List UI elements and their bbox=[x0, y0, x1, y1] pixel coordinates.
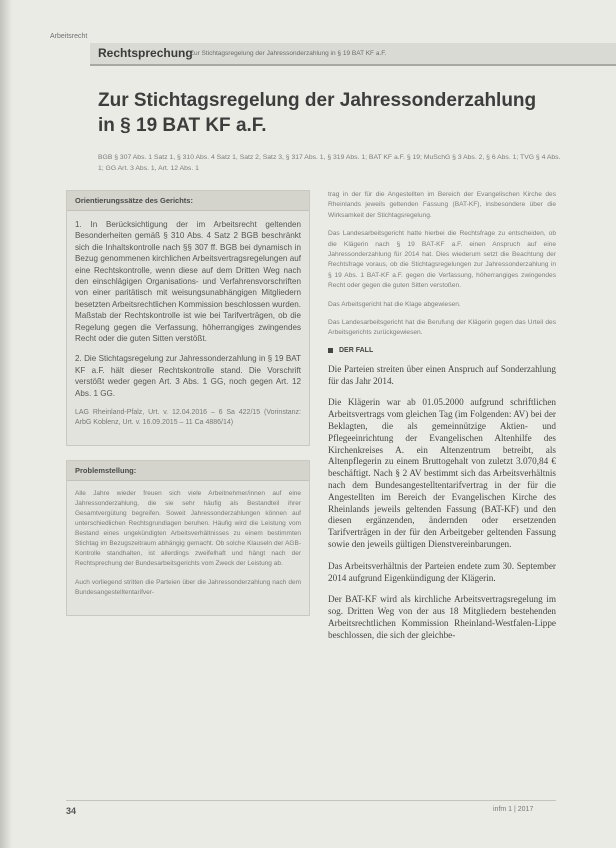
section-tag: Arbeitsrecht bbox=[50, 33, 88, 40]
square-bullet-icon bbox=[328, 348, 333, 353]
orientation-box bbox=[66, 190, 310, 446]
right-column bbox=[328, 190, 556, 652]
fall-heading bbox=[328, 347, 556, 354]
problem-heading: Problemstellung: bbox=[67, 461, 309, 481]
lag-question-paragraph: Das Landesarbeitsgericht hatte hierbei die Rechtsfrage zu entscheiden, ob die Klägerin nach § 19 BAT-KF a.F. einen Anspruch auf eine Jahressonderzahlung für 2014 hat. Dies wiederum setzt die Beachtung der Rechtsfrage voraus, ob die Stichtagsregelungen zur Jahressonderzahlung in § 19 Abs. 1 BAT-KF a.F. gegen die Verfassung, höherrangiges zwingendes Recht oder gegen die guten Sitten verstoßen. bbox=[328, 230, 556, 290]
norm-references: BGB § 307 Abs. 1 Satz 1, § 310 Abs. 4 Satz 1, Satz 2, Satz 3, § 317 Abs. 1, § 319 Abs. 1; BAT KF a.F. § 19; MuSchG § 3 Abs. 2, § 6 Abs. 1; TVG § 4 Abs. 1; GG Art. 3 Abs. 1, Art. 12 Abs. 1 bbox=[98, 154, 561, 172]
title-line-1: Zur Stichtagsregelung der Jahressonderzahlung bbox=[98, 90, 537, 111]
header-title: Rechtsprechung bbox=[98, 46, 193, 60]
article-title bbox=[98, 88, 558, 138]
orientation-paragraph-1: 1. In Berücksichtigung der im Arbeitsrecht geltenden Besonderheiten gemäß § 310 Abs. 4 Satz 2 BGB beschränkt sich die Inhaltskontrolle nach §§ 307 ff. BGB bei dynamisch in Bezug genommenen kirchlichen Arbeitsvertragsregelungen auf eine Rechtskontrolle, wenn diese auf dem Dritten Weg nach den einschlägigen Organisations- und Verfahrensvorschriften von einer paritätisch mit weisungsunabhängigen Mitgliedern besetzten Arbeitsrechtlichen Kommission beschlossen wurden. Maßstab der Rechtskontrolle ist wie bei Tarifverträgen, ob die Regelung gegen die Verfassung, höherrangiges zwingendes Recht oder die guten Sitten verstößt. bbox=[75, 220, 301, 344]
page-number: 34 bbox=[66, 806, 77, 816]
problem-paragraph-2: Auch vorliegend stritten die Parteien über die Jahressonderzahlung nach dem Bundesangestelltentarifver- bbox=[75, 579, 301, 597]
arbg-result-paragraph: Das Arbeitsgericht hat die Klage abgewiesen. bbox=[328, 300, 461, 308]
appeal-result-paragraph: Das Landesarbeitsgericht hat die Berufung der Klägerin gegen das Urteil des Arbeitsgerichts zurückgewiesen. bbox=[328, 319, 556, 337]
footer-divider bbox=[66, 800, 556, 801]
journal-reference: infm 1 | 2017 bbox=[493, 806, 534, 813]
title-line-2: in § 19 BAT KF a.F. bbox=[98, 115, 267, 136]
case-paragraph-4: Der BAT-KF wird als kirchliche Arbeitsvertragsregelung im sog. Dritten Weg von der aus 18 Mitgliedern bestehenden Arbeitsrechtlichen Kommission Rheinland-Westfalen-Lippe beschlossen, die sich der gleichbe- bbox=[328, 594, 556, 640]
court-citation: LAG Rheinland-Pfalz, Urt. v. 12.04.2016 – 6 Sa 422/15 (Vorinstanz: ArbG Koblenz, Urt. v. 16.09.2015 – 11 Ca 4886/14) bbox=[75, 409, 301, 427]
problem-paragraph-1: Alle Jahre wieder freuen sich viele Arbeitnehmer/innen auf eine Jahressonderzahlung, die sie sehr häufig als Bestandteil ihrer Gesamtvergütung begreifen. Soweit Jahressonderzahlungen können auf unterschiedlichen Rechtsgrundlagen beruhen. Häufig wird die Leistung vom Bestand eines ungekündigten Arbeitsverhältnisses zu einem bestimmten Stichtag im Bezugszeitraum abhängig gemacht. Ob solche Klauseln der AGB-Kontrolle standhalten, ist allerdings zweifelhaft und hängt nach der Rechtsprechung der Bundesarbeitsgerichts vom Zweck der Leistung ab. bbox=[75, 490, 301, 568]
scan-edge-shadow bbox=[0, 0, 12, 848]
case-paragraph-2: Die Klägerin war ab 01.05.2000 aufgrund schriftlichen Arbeitsvertrags vom gleichen Tag (im Folgenden: AV) bei der Beklagten, die als gemeinnützige Aktien- und Pflegeeinrichtung der Evangelischen Altenhilfe des Kirchenkreises A. ein Altenzentrum betreibt, als Altenpflegerin zu einem Bruttogehalt von zuletzt 3.070,84 € beschäftigt. Nach § 2 AV bestimmt sich das Arbeitsverhältnis nach dem Bundesangestelltentarifvertrag in der für die Angestellten im Bereich der Evangelischen Kirche des Rheinlands jeweils geltenden Fassung (BAT-KF) und den diesen ergänzenden, ändernden oder ersetzenden Tarifverträgen in der für den Arbeitgeber geltenden Fassung sowie den jeweils gültigen Dienstvereinbarungen. bbox=[328, 397, 556, 550]
fall-heading-label: DER FALL bbox=[339, 346, 374, 354]
header-subtitle: Zur Stichtagsregelung der Jahressonderzahlung in § 19 BAT KF a.F. bbox=[190, 50, 387, 57]
case-paragraph-3: Das Arbeitsverhältnis der Parteien endete zum 30. September 2014 aufgrund Eigenkündigung der Klägerin. bbox=[328, 560, 556, 583]
problem-box bbox=[66, 460, 310, 616]
left-column bbox=[66, 190, 310, 616]
problem-continuation: trag in der für die Angestellten im Bereich der Evangelischen Kirche des Rheinlands jeweils geltenden Fassung (BAT-KF), insbesondere über die Wirksamkeit der Stichtagsregelung. bbox=[328, 191, 556, 219]
orientation-heading: Orientierungssätze des Gerichts: bbox=[67, 191, 309, 211]
case-paragraph-1: Die Parteien streiten über einen Anspruch auf Sonderzahlung für das Jahr 2014. bbox=[328, 363, 556, 386]
orientation-paragraph-2: 2. Die Stichtagsregelung zur Jahressonderzahlung in § 19 BAT KF a.F. hält dieser Rechtskontrolle stand. Die Vorschrift verstößt weder gegen Art. 3 Abs. 1 GG, noch gegen Art. 12 Abs. 1 GG. bbox=[75, 354, 301, 398]
header-bar bbox=[90, 43, 616, 66]
